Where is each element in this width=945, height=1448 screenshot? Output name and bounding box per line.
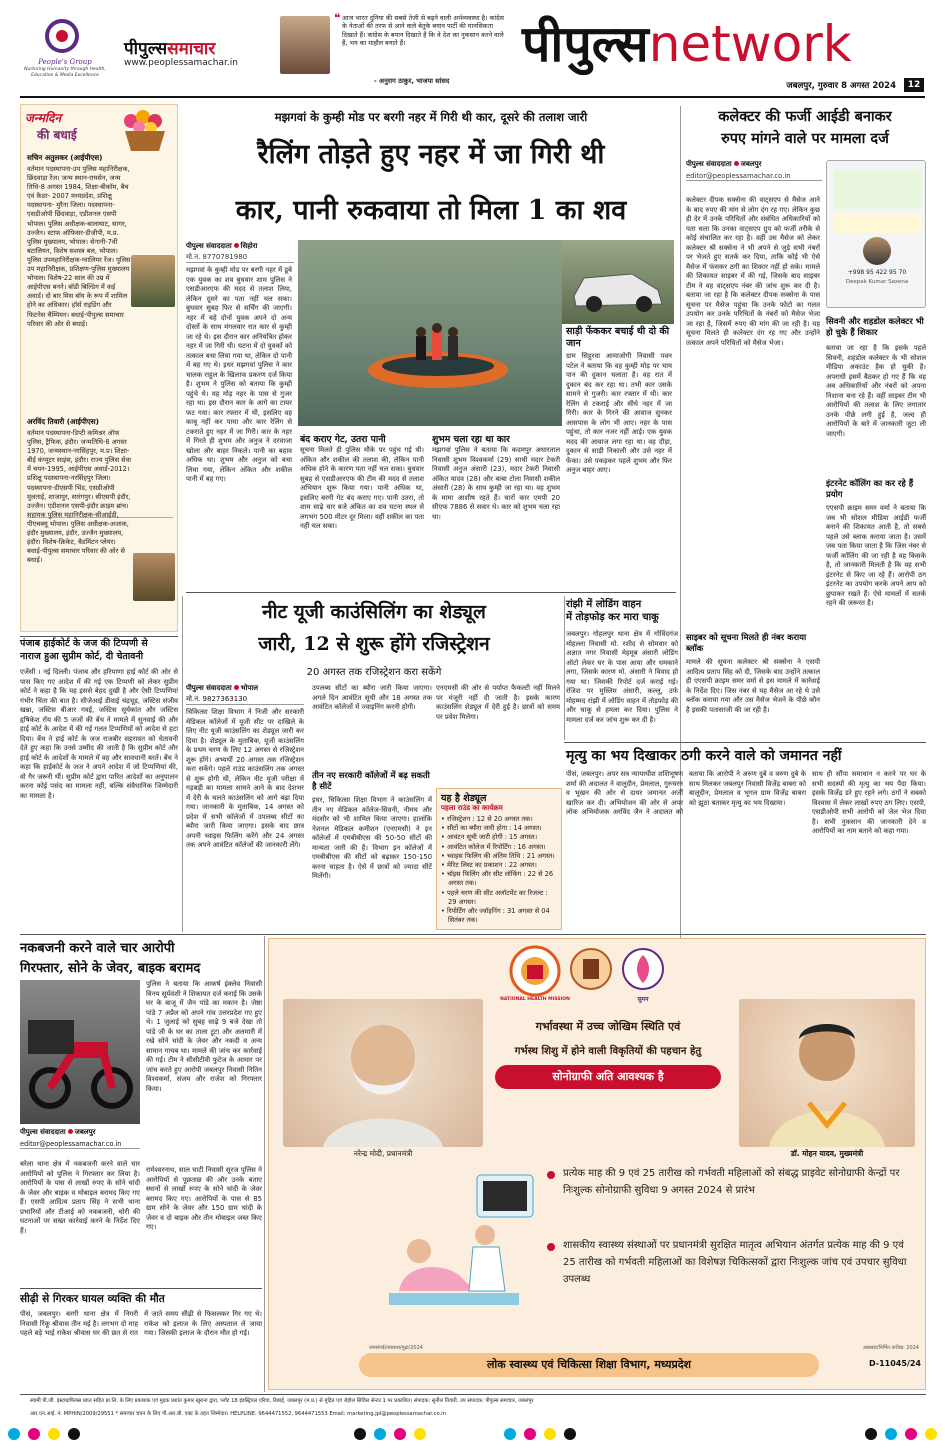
- cm-caption: डॉ. मोहन यादव, मुख्यमंत्री: [790, 1149, 864, 1158]
- network-logo: [522, 8, 922, 78]
- schedule-item: • आवंटित कॉलेज में रिपोर्टिंग : 16 अगस्त।: [441, 842, 546, 851]
- brand-logo: [124, 36, 264, 58]
- ranjhi-headline-2: में तोड़फोड़ कर मारा चाकू: [566, 612, 659, 623]
- theft-body-far: रामेश्वरनाथ, साल घाटी निवासी सूरज पुलिस ने आरोपियों से पूछताछ की और उनके बताए स्थानों से लाखों रुपए के सोने चांदी के जेवर बरामद किए गए। आरोपियों के पास से 85 ग्राम सोने के जेवर और 150 ग्राम चांदी के जेवर व दो बाइक और तीन मोबाइल जब्त किए गए।: [146, 1166, 262, 1231]
- flower-basket-icon: [117, 109, 173, 153]
- theft-email[interactable]: editor@peoplessamachar.co.in: [20, 1140, 140, 1149]
- bullet-2-icon: [547, 1243, 555, 1251]
- nhm-logo: [509, 945, 561, 997]
- ranjhi-left-rule: [564, 596, 565, 740]
- nhm-logo-text: NATIONAL HEALTH MISSION: [500, 997, 570, 1002]
- ad-headline-1: गर्भावस्था में उच्च जोखिम स्थिति एवं: [535, 1020, 681, 1033]
- lead-kicker: मझगवां के कुम्ही मोड पर बरगी नहर में गिरी थी कार, दूसरे की तलाश जारी: [274, 110, 588, 124]
- ad-headline-2: गर्भस्थ शिशु में होने वाली विकृतियों की पहचान हेतु: [514, 1045, 702, 1057]
- theft-byline-name: पीपुल्स संवाददाता: [20, 1128, 66, 1136]
- mid-page-rule: [20, 934, 926, 935]
- ad-banner: सोनोग्राफी अति आवश्यक है: [495, 1065, 721, 1089]
- neet-body-mid: उपलब्ध सीटों का ब्यौरा जारी किया जाएगा। अगले दिन आवंटित सूची और 18 अगस्त तक आवंटित कॉलेजों में ज्वाइनिंग करनी होगी।: [312, 684, 432, 711]
- page-number: 12: [904, 78, 924, 92]
- officer-2-bio: वर्तमान पदस्थापना-डिप्टी कमिश्नर ऑफ पुलिस, ट्रैफिक, इंदौर। जन्मतिथि-8 अगस्त 1970, जन्मस्थान-नरसिंहपुर, म.प्र। शिक्षा-बीई कंप्यूटर साइंस, इंदौर। राज्य पुलिस सेवा में चयन-1995, आईपीएस अवार्ड-2012। प्रशिक्षु पदस्थापना-नरसिंहपुर जिला। पदस्थापना-डीएसपी भिंड, एसडीओपी मुलताई, शाजापुर, सारंगपुर। सीएसपी इंदौर, उज्जैन। एडीशनल एसपी-इंदौर क्राइम ब्रांच। सहायक पुलिस महानिरीक्षक-सीआईडी, पीएचक्यू भोपाल। पुलिस अधीक्षक-अजाक, इंदौर मुख्यालय, इंदौर, उज्जैन मुख्यालय, इंदौर। विशेष-क्रिकेट, बैडमिंटन प्लेयर। बधाई-पीपुल्स समाचार परिवार की ओर से बधाई।: [27, 429, 131, 565]
- theft-byline-place: जबलपुर: [74, 1128, 96, 1136]
- schedule-item: • सीटों का ब्यौरा जारी होगा : 14 अगस्त।: [441, 824, 542, 833]
- collector-byline-place: जबलपुर: [740, 160, 762, 168]
- peoples-group-logo: [42, 16, 82, 56]
- ad-bullet-2: [547, 1237, 917, 1321]
- lead-sub1-title: बंद कराए गेट, उतरा पानी: [300, 434, 386, 445]
- neet-deck: 20 अगस्त तक रजिस्ट्रेशन करा सकेंगे: [306, 667, 442, 678]
- ranjhi-headline-1: रांझी में लोडिंग वाहन: [566, 599, 642, 610]
- schedule-item: • पहले चरण की सीट अलॉटमेंट का रिजल्ट : 29 अगस्त।: [441, 888, 548, 906]
- neet-schedule-box: [436, 788, 562, 930]
- car-icon: [562, 240, 674, 324]
- neet-body-right: एनएमसी की ओर से पर्याप्त फैकल्टी नहीं मिलने पर मंजूरी नहीं दी जाती है। इसके कारण काउंसलिंग शेड्यूल में देरी हुई है। छात्रों को समय पर प्रवेश मिलेगा।: [436, 684, 560, 721]
- mother-illustration: [379, 1165, 539, 1329]
- group-logo-icon: [42, 16, 82, 56]
- theft-headline-2: गिरफ्तार, सोने के जेवर, बाइक बरामद: [20, 961, 201, 976]
- officer-1-bio: वर्तमान पदस्थापना-उप पुलिस महानिरीक्षक, छिंदवाड़ा रेंज। जन्म स्थान-रायसेन, जन्म तिथि-8 अगस्त 1984, शिक्षा-बीकॉम, बैच एवं कैडर- 2007 मध्यप्रदेश, प्रशिक्षु पदस्थापना- मुरैना जिला। पदस्थापना-एसडीओपी छिंदवाड़ा, एडीशनल एसपी भोपाल। पुलिस अधीक्षक-बालाघाट, सागर, उज्जैन। स्टाफ ऑफिसर-डीजीपी, म.प्र. पुलिस मुख्यालय, भोपाल। सेनानी-7वीं बटालियन, विशेष सशस्त्र बल, भोपाल। पुलिस उपमहानिरीक्षक-ग्वालियर रेंज। पुलिस उप महानिरीक्षक, प्रशिक्षण-पुलिस मुख्यालय भोपाल। विशेष-22 साल की उम्र में आईपीएस बनने। बॉडी बिल्डिंग में कई अवार्ड। दो बार मिस बॉय के रूप में शामिल होने का अधिकार। हॉर्स राइडिंग और फिटनेस चैम्पियन। बधाई-पीपुल्स समाचार परिवार की ओर से बधाई।: [27, 165, 131, 328]
- stairs-body: पीसं, जबलपुर। बरगी थाना क्षेत्र में निगरी निवासी रिंकू श्रीवास तीन मई है। लगभग दो माह पहले बड़े भाई राकेश श्रीवास घर की छत से रात में जाते समय सीढ़ी से फिसलकर गिर गए थे। राकेश को इलाज के लिए अस्पताल ले जाया गया। जिसकी इलाज के दौरान मौत हो गई।: [20, 1310, 262, 1337]
- photo-caption-body: ग्राम सिहुरवा आमाजोगी निवासी पवन पटेल ने बताया कि वह कुम्ही मोड़ पर चाय पान की दुकान चलाता है। वह रात में दुकान बंद कर रहा था। तभी कार उसके सामने से गुजरी। कार रफ्तार में थी। कार रेलिंग से टकराई और सीधे नहर में जा गिरी। कार के गिरने की आवाज सुनकर आसपास के लोग भी आए। नहर के पास पहुंचा, तो कार नजर नहीं आई। एक युवक मदद की आवाज लगा रहा था। वह दौड़ा, दुकान से साड़ी निकाली और उसे नहर में फेंका। उसे पकड़कर पहले शुभम और फिर अनुज बाहर आए।: [566, 352, 672, 474]
- ad-bullet-1: [547, 1165, 917, 1231]
- phone-contact-name: Deepak Kumar Saxena: [845, 279, 909, 285]
- birthday-title-a: जन्मदिन: [25, 111, 62, 125]
- schedule-item: • रजिस्ट्रेशन : 12 से 20 अगस्त तक।: [441, 815, 533, 823]
- ad-code: D-11045/24: [869, 1359, 921, 1368]
- schedule-item: • मेरिट लिस्ट का प्रकाशन : 22 अगस्त।: [441, 861, 537, 870]
- ad-left-rule: [264, 936, 265, 1392]
- death-top-rule: [564, 742, 926, 743]
- sonography-illustration-icon: [379, 1165, 539, 1329]
- collector-sub3-title: इंटरनेट कॉलिंग का कर रहे हैं प्रयोग: [826, 478, 914, 499]
- car-photo: [562, 240, 674, 324]
- neet-sub-body: इधर, चिकित्सा शिक्षा विभाग ने काउंसलिंग में तीन नए मेडिकल कॉलेज-सिवनी, नीमच और मंदसौर को भी शामिल किया जाएगा। हालांकि नेशनल मेडिकल कमीशन (एनएमसी) ने इन कॉलेजों में एमबीबीएस की 50-50 सीटों की मान्यता जारी की है। विभाग इन कॉलेजों में एमबीबीएस की सीटों को बढ़ाकर 150-150 करना चाहता है। ऐसे में छात्रों को ज्यादा सीटें मिलेंगी।: [312, 796, 432, 880]
- neet-headline-2: जारी, 12 से शुरू होंगे रजिस्ट्रेशन: [258, 633, 490, 655]
- footer-imprint: स्वामी पी.जी. इंस्टाग्राफिक्स प्राप्त सहित प्रा.लि. के लिए प्रकाशक एवं मुद्रक प्रशांत कुमार खुराना द्वारा, प्लॉट 18 इंडस्ट्रियल एरिया, रिछाई, जबलपुर (म.प्र.) से मुद्रित एवं जेहोल सिविल सेन्टर 1 पर प्रकाशित। संपादक: सुनील तिवारी, उप संपादक: पीपुल्स समाचार, जबलपुर: [30, 1398, 534, 1404]
- neet-schedule-list: [437, 815, 561, 925]
- collector-sub2-title: साइबर को सूचना मिलते ही नंबर कराया ब्लॉक: [686, 632, 807, 653]
- phone-screenshot: [826, 160, 926, 308]
- nhm-logo-icon: [509, 945, 561, 997]
- birthday-title-b: की बधाई: [37, 128, 77, 142]
- officer-2-photo: [133, 553, 175, 601]
- officer-2-name: अरविंद तिवारी (आईपीएस): [27, 417, 99, 426]
- hc-headline-1: पंजाब हाईकोर्ट के जज की टिप्पणी से: [20, 638, 148, 649]
- suman-logo-icon: [621, 947, 665, 991]
- theft-byline: [20, 1128, 140, 1137]
- lead-byline-name: पीपुल्स संवाददाता: [186, 242, 232, 250]
- motorbike-icon: [20, 980, 140, 1124]
- mp-emblem-icon: [569, 947, 613, 995]
- quote-author: - अनुराग ठाकुर, भाजपा सांसद: [374, 77, 450, 85]
- cm-photo: [739, 999, 915, 1147]
- ad-footer-band: लोक स्वास्थ्य एवं चिकित्सा शिक्षा विभाग, मध्यप्रदेश: [359, 1353, 819, 1377]
- schedule-item: • आवंटन सूची जारी होगी : 15 अगस्त।: [441, 833, 538, 842]
- lead-byline-place: सिहोरा: [240, 242, 258, 250]
- lead-sub2-title: शुभम चला रहा था कार: [432, 434, 510, 445]
- death-body-a: पीसं, जबलपुर। अपर सत्र न्यायाधीश शशिभूषण शर्मा की अदालत ने वालूदीन, प्रेमलाल, गुरुचरन व भूखन की ओर से दायर जमानत अर्जी खारिज कर दी। अभियोजन की ओर से अपर लोक अभियोजक अरविंद जैन ने अदालत को बताया कि आरोपी ने अरुण दुबे व वरुण दुबे के साथ मिलकर जबलपुर निवासी विजेंद्र बाबरा को बालूदीन, प्रेमलाल व भूगल ग्राम विजेंद्र बाबरा को झूठा बताकर मृत्यु का भय दिखाया।: [566, 770, 806, 816]
- suman-logo-text: सुमन: [637, 996, 649, 1003]
- neet-phone: मो.न. 9827363130: [186, 695, 304, 705]
- registration-marks-icon: [0, 1424, 945, 1444]
- pm-portrait-icon: [283, 999, 483, 1147]
- neet-byline-name: पीपुल्स संवाददाता: [186, 684, 232, 692]
- collector-headline-1: कलेक्टर की फर्जी आईडी बनाकर: [718, 108, 892, 125]
- neet-schedule-sub: पहला राउंड का कार्यक्रम: [441, 804, 503, 812]
- network-name-b: network: [648, 15, 852, 73]
- bullet-2-text: शासकीय स्वास्थ्य संस्थाओं पर प्रधानमंत्री सुरक्षित मातृत्व अभियान अंतर्गत प्रत्येक माह की 9 एवं 25 तारीख को गर्भवती महिलाओं का विशेषज्ञ चिकित्सकों द्वारा निःशुल्क जांच एवं उपचार सुविधा उपलब्ध: [563, 1240, 907, 1285]
- lead-phone: मो.न. 8770781980: [186, 253, 294, 263]
- death-body-b: साथ ही सौंपा समाधान न करने पर घर के सभी सदस्यों की मृत्यु का भय पैदा किया। इसके विजेंद्र डरे हुए रहने लगे। ठगों ने सबको विश्वास में लेकर लाखों रुपए ठग लिए। एसपी, एसडीओपी सभी आरोपी को जेल भेज दिया है। सभी नुकसान की जानकारी देने व आरोपियों का नाम बताने को कहा गया।: [812, 770, 926, 835]
- pm-caption: नरेन्द्र मोदी, प्रधानमंत्री: [353, 1149, 413, 1158]
- lead-byline: [186, 242, 294, 251]
- collector-headline-2: रुपए मांगने वाले पर मामला दर्ज: [721, 130, 889, 147]
- website-link[interactable]: www.peoplessamachar.in: [124, 58, 238, 68]
- group-logo-text: People's Group: [38, 58, 92, 66]
- hc-headline-2: नाराज हुआ सुप्रीम कोर्ट, दी चेतावनी: [20, 651, 144, 662]
- officer-1-bio-cont: [27, 391, 173, 411]
- schedule-item: • चॉइस फिलिंग और सीट लॉकिंग : 22 से 26 अगस्त तक।: [441, 870, 554, 888]
- theft-body-right: पुलिस ने बताया कि आकर्ष इंक्लेव निवासी विनय सूर्यवंशी ने शिकायत दर्ज कराई कि उसके घर के बाजू में जैन पांडे का मकान है। जेष्ठा पांडे 7 अप्रैल को अपने गांव उत्तरप्रदेश गए हुए थे। 1 जुलाई को सुबह साढ़े 9 बजे देखा तो पांडे जी के घर का ताला टूटा और अलमारी में रखे सोने चांदी के जेवर और नकदी व अन्य सामान गायब था। मामले की जांच कर कार्रवाई की गई। टीम ने सीसीटीवी फुटेज के आधार पर जांच करते हुए आरोपी जबलपुर निवासी नितिन विश्वकर्मा, संजय और राजेश को गिरफ्तार किया।: [146, 980, 262, 1093]
- collector-body: कलेक्टर दीपक सक्सेना की वाट्सएप से मैसेज आने के बाद रुपए की मांग से लोग दंग रह गए। लेकिन कुछ ही देर में उनके परिचितों और संबंधित अधिकारियों को पता चला कि उनका वाट्सएप ग्रुप को फर्जी तरीके से कोई संचालित कर रहा है। वहीं उस मैसेज को लेकर कलेक्टर श्री सक्सेना ने भी अपने से जुड़े सभी नंबरों पर भेजते हुए सतर्क कर दिया, ताकि कोई भी ऐसे मैसेज में फंसकर ठगी का शिकार नहीं हो सके। मामले की शिकायत साइबर में की गई, जिसके बाद साइबर टीम ने वह वाट्सएप नंबर की जांच शुरू कर दी है। बताया जा रहा है कि कलेक्टर दीपक सक्सेना के पास सूचना पर मैसेज पहुंचा कि उनके फोटो का गलत उपयोग कर उनके परिचितों के नंबरों को मैसेज भेजा जा रहा है, जिसमें रुपए की मांग की जा रही है। यह सूचना मिलते ही कलेक्टर दंग रह गए और उन्होंने तत्काल अपने परिचितों को मैसेज भेजा।: [686, 196, 820, 347]
- footer-rni: आर.एन.आई. नं. MPHIN/2009/29551 * समाचार चयन के लिए पी.आर.बी. एक्ट के तहत जिम्मेदार। HELPLINE: 9644471552, 9644471553 Email: marketing.jpl@peoplessamachar.co.in: [30, 1411, 446, 1417]
- photo-caption-title: साड़ी फेंककर बचाई थी दो की जान: [566, 326, 670, 349]
- bullet-1-icon: [547, 1171, 555, 1179]
- lead-sub2-body: मझगवां पुलिस ने बताया कि कदमपुर अधारताल निवासी शुभम विश्वकर्मा (29) साथी मदार टेकरी निवासी अनुज अंसारी (23), मदार टेकरी निवासी अंकित यादव (28) और बाबा टोला निवासी शकील अंसारी (28) के साथ कुम्ही जा रहा था। वह शुभम के मामा आशीष रहते हैं। चारों कार एमपी 20 सीएफ 7886 से सवार थे। कार को शुभम चला रहा था।: [432, 446, 560, 521]
- footer-rule: [20, 1394, 926, 1395]
- hc-top-rule: [20, 636, 178, 637]
- stairs-headline: सीढ़ी से गिरकर घायल व्यक्ति की मौत: [20, 1293, 165, 1305]
- ad-footer-right: अखबार/निर्मित तारीख: 2024: [862, 1345, 919, 1351]
- cm-portrait-icon: [739, 999, 915, 1147]
- group-tagline: Nurturing Humanity through Health, Education & Media Excellence: [24, 67, 106, 78]
- schedule-item: • रिपोर्टिंग और ज्वॉइनिंग : 31 अगस्त से 04 सितंबर तक।: [441, 907, 550, 925]
- collector-sub1-body: बताया जा रहा है कि इसके पहले सिवनी, शहडोल कलेक्टर के भी सोशल मीडिया अकाउंट हैक हो चुकी है। अपराधी इसमें बैठकर हो गए हैं कि वह अब अधिकारियों और नंबरों को अपना निशाना बना रहे हैं। वहीं साइबर टीम भी आरोपियों की तलाश के लिए लगातार उनके पीछे लगी हुई है, जल्द ही आरोपियों के बारे में जानकारी जुटा ली जाएगी।: [826, 344, 926, 438]
- suman-logo: [621, 947, 665, 1003]
- ad-footer-left: जनसंपर्क/स्वास्थ्य/मुद्रा/2024: [369, 1345, 423, 1351]
- collector-byline-name: पीपुल्स संवाददाता: [686, 160, 732, 168]
- pm-photo: [283, 999, 483, 1147]
- health-advertisement: [268, 938, 926, 1390]
- lead-photo: [298, 240, 562, 426]
- hc-right-rule: [182, 596, 183, 932]
- lead-sub1-body: सूचना मिलते ही पुलिस मौके पर पहुंच गई थी। अंकित और शकील की तलाश की, लेकिन पानी अधिक होने के कारण पता नहीं चल सका। बुधवार सुबह से एसडीआरएफ की टीम की मदद से तलाश अभियान शुरू किया गया। पानी अधिक था, इसलिए बरगी गेट बंद कराए गए। पानी उतरा, तो शाम साढ़े चार बजे अंकित का शव घटना स्थल से लगभग 500 मीटर दूर मिला। वहीं शकील का पता नहीं चल सका।: [300, 446, 425, 530]
- quote-photo: [280, 16, 330, 74]
- neet-sub-title: तीन नए सरकारी कॉलेजों में बढ़ सकती है सीटें: [312, 770, 430, 791]
- masthead: [0, 0, 945, 100]
- brand-name: पीपुल्स: [124, 39, 168, 59]
- bullet-1-text: प्रत्येक माह की 9 एवं 25 तारीख को गर्भवती महिलाओं को संबद्ध प्राइवेट सोनोग्राफी केन्द्रों पर निःशुल्क सोनोग्राफी सुविधा 9 अगस्त 2024 से प्रारंभ: [563, 1168, 900, 1196]
- collector-sub2-body: मामले की सूचना कलेक्टर श्री सक्सेना ने एसपी आदित्य प्रताप सिंह को दी, जिसके बाद उन्होंने तत्काल ही एएसपी क्राइम समर वर्मा से इस मामले में कार्रवाई के निर्देश दिए। जिस नंबर से यह मैसेज आ रहे थे उसे ब्लॉक कराया गया और उस मैसेज भेजने के पीछे कौन है इसकी पतासाजी की जा रही है।: [686, 658, 820, 714]
- hc-body: एजेंसी । नई दिल्ली। पंजाब और हरियाणा हाई कोर्ट की ओर से पास किए गए आदेश में की गई एक टिप्पणी को लेकर सुप्रीम कोर्ट ने कहा है कि यह इससे बेहद दुखी है और ऐसी टिप्पणियां गंभीर चिंता की बात है। सीजेआई डीवाई चंद्रचूड़, जस्टिस संजीव खन्ना, जस्टिस बीआर गवई, जस्टिस सूर्यकांत और जस्टिस हृषिकेश रॉय की 5 जजों की बेंच ने मामले में सुनवाई की और हाई कोर्ट के आदेश में की गई गलत टिप्पणियों को आदेश से हटा दिया। बेंच ने हाई कोर्ट के जज राजबीर सहरावत को चेतावनी देते हुए कहा कि उनसे उम्मीद की जाती है कि सुप्रीम कोर्ट और हाई कोर्ट के आदेशों के मामले में वह और सावधानी बरतें। बेंच ने कहा कि हाईकोर्ट के जज ने अपने आदेश में जो टिप्पणियां की, वो गैर जरूरी थीं। सुप्रीम कोर्ट द्वारा पारित आदेशों का अनुपालन करना कोई पसंद का मामला नहीं, बल्कि संवैधानिक जिम्मेदारी का मामला है।: [20, 668, 178, 800]
- network-name-a: पीपुल्स: [522, 15, 649, 73]
- brand-name-b: समाचार: [167, 39, 216, 59]
- ranjhi-body: जबलपुर। गोहलपुर थाना क्षेत्र में गोविंदगंज मोहल्ला निवासी मो. रशीद से सोमवार को अज्ञात नगर निवासी मेहमूब अंसारी लोडिंग ऑटो लेकर घर के पास आया और धमकाने लगा, जिसके कारण मो. अंसारी ने विवाद हो गया था। जिसकी रिपोर्ट दर्ज कराई गई। रंजिश पर मुस्लिम अंसारी, कल्लू, उर्फ मोहम्मद रांझी में लोडिंग वाहन में तोड़फोड़ की और चाकू से हमला कर दिया। पुलिस ने मामला दर्ज कर जांच शुरू कर दी है।: [566, 630, 678, 724]
- theft-body-left: बरेला थाना क्षेत्र में नकबजनी करने वाले चार आरोपियों को पुलिस ने गिरफ्तार कर लिया है। आरोपियों के पास से लाखों रुपए के सोने चांदी के जेवर और बाइक व मोबाइल बरामद किए गए हैं। एसपी आदित्य प्रताप सिंह ने सभी थाना प्रभारियों और टीआई को नकबजनी, चोरी की घटनाओं पर सख्त कार्रवाई करने के निर्देश दिए हैं।: [20, 1160, 140, 1235]
- neet-body: चिकित्सा शिक्षा विभाग ने निजी और सरकारी मेडिकल कॉलेजों में यूजी सीट पर दाखिले के लिए नीट यूजी काउंसलिंग का शेड्यूल जारी कर दिया है। शेड्यूल के मुताबिक, यूजी काउंसलिंग के प्रथम चरण के लिए 12 अगस्त से रजिस्ट्रेशन शुरू होंगे। अभ्यर्थी 20 अगस्त तक रजिस्ट्रेशन करा सकेंगे। पहले राउंड काउंसलिंग तक अगस्त से शुरू होगी थी, लेकिन नीट यूजी परीक्षा में गड़बड़ी का मामला सामने आने के बाद देशभर में देरी के चलते काउंसलिंग को आगे बढ़ा दिया गया। जानकारी के मुताबिक, 14 अगस्त को प्रदेश में सभी कॉलेजों में उपलब्ध सीटों का ब्यौरा जारी किया जाएगा। इसके बाद छात्र अपनी च्वाइस फिलिंग करेंगे और 24 अगस्त तक अपने आवंटित कॉलेजों की जानकारी लेंगे।: [186, 708, 304, 849]
- death-headline: मृत्यु का भय दिखाकर ठगी करने वाले को जमानत नहीं: [566, 748, 842, 764]
- mp-emblem: [569, 947, 613, 995]
- neet-schedule-title: यह है शेड्यूल: [441, 793, 487, 804]
- officer-1-photo: [131, 255, 175, 307]
- schedule-item: • च्वाइस फिलिंग की अंतिम तिथि : 21 अगस्त।: [441, 851, 555, 860]
- theft-headline-1: नकबजनी करने वाले चार आरोपी: [20, 941, 175, 956]
- collector-sub3-body: एएसपी क्राइम समर वर्मा ने बताया कि जब भी सोशल मीडिया आईडी फर्जी बनाने की शिकायत आती है, तो सबसे पहले उसे ब्लाक कराया जाता है। उसमें जब पता किया जाता है कि जिस नंबर से फर्जी कॉलिंग की जा रही है वह किसके है, तो जानकारी मिलती है कि वह सभी इंटरनेट से किए जा रहे हैं। आरोपी ठग इंटरनेट का उपयोग करके अपने आप को छुपाकर रखते हैं। ऐसे मामलों में सतर्क रहने की जरूरत है।: [826, 504, 926, 607]
- collector-sub1-title: सिवनी और शहडोल कलेक्टर भी हो चुके हैं शिकार: [820, 316, 926, 338]
- collector-email[interactable]: editor@peoplessamachar.co.in: [686, 172, 822, 181]
- print-registration-marks: [0, 1424, 945, 1444]
- quote-mark-icon: ❝: [334, 11, 341, 25]
- birthday-title: [25, 109, 105, 147]
- phone-number: +998 95 422 95 70: [847, 269, 907, 276]
- theft-photo: [20, 980, 140, 1124]
- phone-avatar: [863, 237, 891, 265]
- masthead-rule: [20, 96, 925, 98]
- officer-1-name: सचिन अतुलकर (आईपीएस): [27, 153, 103, 162]
- lead-body: मझगवां के कुम्ही मोड पर बरगी नहर में डूबे एक युवक का शव बुधवार शाम पुलिस ने एसडीआरएफ की मदद से तलाश लिया, लेकिन दूसरे का पता नहीं चल सका। बुधवार सुबह फिर से सर्चिंग की जाएगी। नहर में बहे दोनों युवक अपने दो अन्य दोस्तों के साथ मंगलवार रात कार से कुम्ही जा रहे थे। इस दौरान कार अनियंत्रित होकर नहर में जा गिरी थी। घटना में दो युवकों को तत्काल बचा लिया गया था, लेकिन दो पानी में बह गए थे। इधर मझगवां पुलिस ने कार चालक राहुल के खिलाफ प्रकरण दर्ज किया है। शुभम ने पुलिस को बताया कि कुम्ही पहुंचे थे। यह मोड़ नहर के पास से गुजर रहा था। इस दौरान कार के आगे का टायर फट गया। कार रफ्तार में थी, इसलिए वह काबू नहीं कर पाया और कार रेलिंग से टकराते हुए नहर में जा गिरी। कार के नहर में गिरते ही शुभम और अनुज ने दरवाजा खोला और बाहर निकले। पानी का बहाव अधिक था। शुभम और अनुज को बचा लिया गया, लेकिन अंकित और शकील पानी में बह गए।: [186, 266, 292, 483]
- neet-headline-1: नीट यूजी काउंसिलिंग का शेड्यूल: [262, 601, 486, 623]
- rescue-boat-icon: [298, 240, 562, 426]
- lead-headline-1: रैलिंग तोड़ते हुए नहर में जा गिरी थी: [257, 139, 605, 170]
- neet-byline: [186, 684, 304, 693]
- neet-byline-place: भोपाल: [240, 684, 258, 692]
- collector-byline: [686, 160, 822, 169]
- dateline: जबलपुर, गुरुवार 8 अगस्त 2024: [786, 81, 896, 91]
- lead-bottom-rule: [186, 592, 676, 593]
- quote-box: [334, 11, 504, 88]
- phone-chat-bubble: [833, 169, 921, 209]
- phone-chat-bubble-2: [833, 213, 921, 233]
- birthday-section: [20, 104, 178, 632]
- lead-headline-2: कार, पानी रुकवाया तो मिला 1 का शव: [235, 195, 627, 226]
- theft-bottom-rule: [20, 1288, 262, 1289]
- quote-text: आज भारत दुनिया की सबसे तेजी से बढ़ने वाली अर्थव्यवस्था है। कांग्रेस के नेताओं की तरफ से आने वाले बेतुके बयान पार्टी की मानसिकता दिखाते हैं। कांग्रेस के बयान दिखाते हैं कि वे देश का नुकसान करने वाले हैं, भय का माहौल बनाते हैं।: [342, 14, 504, 48]
